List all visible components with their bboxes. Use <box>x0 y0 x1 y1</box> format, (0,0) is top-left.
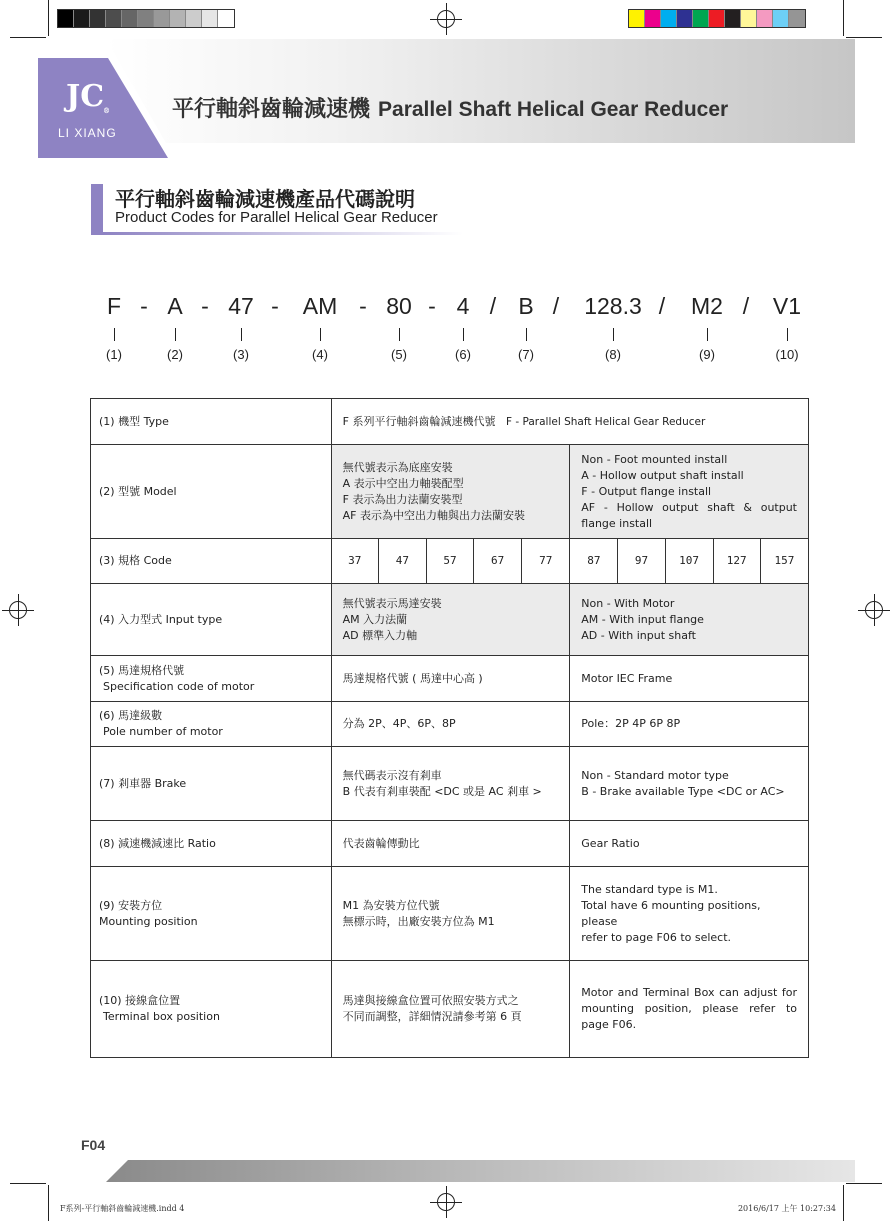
list-item: AM - With input flange <box>581 612 704 626</box>
color-swatch <box>186 10 202 27</box>
crop-mark <box>843 0 844 36</box>
process-color-bar <box>628 9 806 28</box>
code-cell: 157 <box>760 539 808 584</box>
row-label-brake: (7) 剎車器 Brake <box>91 747 332 821</box>
list-item: B - Brake available Type <DC or AC> <box>581 784 785 798</box>
list-item: AF 表示為中空出力軸與出力法蘭安裝 <box>342 508 526 522</box>
mounting-desc-en <box>570 867 809 961</box>
row-label-model: (2) 型號 Model <box>91 445 332 539</box>
code-separator: - <box>140 293 148 319</box>
li-xiang-logo-icon: JC ® <box>66 79 110 115</box>
code-separator: - <box>359 293 367 319</box>
table-row-mounting <box>91 867 809 961</box>
crop-mark <box>843 1185 844 1221</box>
color-swatch <box>741 10 757 27</box>
row-label-ratio: (8) 減速機減速比 Ratio <box>91 821 332 867</box>
registration-mark-icon <box>865 601 883 619</box>
table-row-type <box>91 399 809 445</box>
code-index-label: (2) <box>167 347 183 362</box>
table-row-terminal-box <box>91 961 809 1058</box>
color-swatch <box>106 10 122 27</box>
mounting-desc-zh <box>331 867 570 961</box>
registration-mark-icon <box>437 10 455 28</box>
header-title-zh: 平行軸斜齒輪減速機 <box>172 97 371 122</box>
code-segment: 47 <box>228 293 254 319</box>
header-title-en: Parallel Shaft Helical Gear Reducer <box>378 98 729 121</box>
logo-text: LI XIANG <box>58 126 117 140</box>
grayscale-color-bar <box>57 9 235 28</box>
row-label-input-type: (4) 入力型式 Input type <box>91 584 332 656</box>
color-swatch <box>757 10 773 27</box>
crop-mark <box>846 37 882 38</box>
code-segment: 80 <box>386 293 412 319</box>
color-swatch <box>154 10 170 27</box>
list-item: Non - Foot mounted install <box>581 452 728 466</box>
list-item: AD 標準入力軸 <box>342 628 418 642</box>
ratio-desc-en: Gear Ratio <box>570 821 809 867</box>
code-tick-mark <box>613 328 614 341</box>
crop-mark <box>10 37 46 38</box>
registration-mark-icon <box>437 1193 455 1211</box>
code-cell: 87 <box>570 539 618 584</box>
color-swatch <box>725 10 741 27</box>
crop-mark <box>10 1183 46 1184</box>
table-row-motor-spec <box>91 656 809 702</box>
code-tick-mark <box>399 328 400 341</box>
code-tick-mark <box>526 328 527 341</box>
row-label-motor-spec <box>91 656 332 702</box>
type-desc-zh: F 系列平行軸斜齒輪減速機代號 <box>342 414 496 428</box>
color-swatch <box>218 10 234 27</box>
code-index-label: (8) <box>605 347 621 362</box>
crop-mark <box>846 1183 882 1184</box>
header-banner <box>106 39 855 143</box>
footer-bar <box>106 1160 855 1182</box>
row-label-type: (1) 機型 Type <box>91 399 332 445</box>
list-item: 無代號表示為底座安裝 <box>342 460 453 474</box>
color-swatch <box>58 10 74 27</box>
section-accent-bar <box>91 184 103 235</box>
code-cell: 67 <box>474 539 522 584</box>
code-segment: 4 <box>456 293 470 319</box>
code-segment: M2 <box>691 293 723 319</box>
color-swatch <box>74 10 90 27</box>
color-swatch <box>789 10 805 27</box>
color-swatch <box>709 10 725 27</box>
list-item: AM 入力法蘭 <box>342 612 408 626</box>
label-zh: (9) 安裝方位 <box>99 898 163 912</box>
code-segment: V1 <box>772 293 802 319</box>
code-segment: A <box>167 293 183 319</box>
label-zh: (5) 馬達規格代號 <box>99 663 185 677</box>
model-desc-zh <box>331 445 570 539</box>
code-separator: / <box>658 293 666 319</box>
code-index-label: (4) <box>312 347 328 362</box>
code-tick-mark <box>320 328 321 341</box>
code-tick-mark <box>787 328 788 341</box>
code-separator: - <box>271 293 279 319</box>
code-index-label: (9) <box>699 347 715 362</box>
code-cell: 57 <box>426 539 473 584</box>
list-item: The standard type is M1. <box>581 882 718 896</box>
table-row-ratio <box>91 821 809 867</box>
row-label-code: (3) 規格 Code <box>91 539 332 584</box>
label-zh: (10) 接線盒位置 <box>99 994 181 1007</box>
table-row-input-type <box>91 584 809 656</box>
code-cell: 97 <box>618 539 665 584</box>
code-cell: 127 <box>713 539 760 584</box>
code-cell: 37 <box>331 539 378 584</box>
motor-spec-desc-zh: 馬達規格代號 ( 馬達中心高 ) <box>331 656 570 702</box>
code-segment: AM <box>302 293 338 319</box>
code-separator: - <box>428 293 436 319</box>
input-type-desc-zh <box>331 584 570 656</box>
pole-desc-zh: 分為 2P、4P、6P、8P <box>331 702 570 747</box>
color-swatch <box>170 10 186 27</box>
code-cell: 77 <box>522 539 570 584</box>
pole-desc-en: Pole：2P 4P 6P 8P <box>570 702 809 747</box>
list-item: refer to page F06 to select. <box>581 930 732 944</box>
code-tick-mark <box>175 328 176 341</box>
color-swatch <box>773 10 789 27</box>
color-swatch <box>90 10 106 27</box>
row-label-pole <box>91 702 332 747</box>
ratio-desc-zh: 代表齒輪傳動比 <box>331 821 570 867</box>
code-index-label: (7) <box>518 347 534 362</box>
code-index-label: (5) <box>391 347 407 362</box>
label-en: Mounting position <box>99 914 198 928</box>
list-item: B 代表有剎車裝配 <DC 或是 AC 剎車 > <box>342 784 542 798</box>
color-swatch <box>693 10 709 27</box>
product-code-table <box>90 398 809 1058</box>
code-tick-mark <box>114 328 115 341</box>
type-description <box>331 399 808 445</box>
list-item: Non - Standard motor type <box>581 768 729 782</box>
color-swatch <box>661 10 677 27</box>
code-tick-mark <box>241 328 242 341</box>
table-row-pole <box>91 702 809 747</box>
list-item: 不同而調整，詳細情況請參考第 6 頁 <box>342 1010 522 1023</box>
terminal-box-desc-zh <box>331 961 570 1058</box>
input-type-desc-en <box>570 584 809 656</box>
code-separator: / <box>489 293 497 319</box>
code-index-label: (10) <box>775 347 799 362</box>
code-separator: / <box>742 293 750 319</box>
section-title-en: Product Codes for Parallel Helical Gear Reducer <box>115 209 438 226</box>
list-item: AD - With input shaft <box>581 628 696 642</box>
table-row-brake <box>91 747 809 821</box>
table-row-model <box>91 445 809 539</box>
label-zh: (6) 馬達級數 <box>99 709 163 722</box>
list-item: 無代碼表示沒有剎車 <box>342 768 442 782</box>
code-separator: - <box>201 293 209 319</box>
color-swatch <box>122 10 138 27</box>
list-item: AF - Hollow output shaft & output flange install <box>581 500 797 530</box>
code-index-label: (3) <box>233 347 249 362</box>
list-item: 無代號表示馬達安裝 <box>342 596 442 610</box>
row-label-terminal-box <box>91 961 332 1058</box>
list-item: Non - With Motor <box>581 596 675 610</box>
list-item: F 表示為出力法蘭安裝型 <box>342 492 463 506</box>
code-index-label: (1) <box>106 347 122 362</box>
label-en: Terminal box position <box>103 1010 220 1023</box>
code-tick-mark <box>707 328 708 341</box>
brake-desc-en <box>570 747 809 821</box>
header-title <box>172 92 728 123</box>
print-slug-timestamp: 2016/6/17 上午 10:27:34 <box>737 1204 836 1213</box>
color-swatch <box>629 10 645 27</box>
code-cell: 47 <box>378 539 426 584</box>
row-label-mounting <box>91 867 332 961</box>
crop-mark <box>48 0 49 36</box>
crop-mark <box>48 1185 49 1221</box>
terminal-box-desc-en: Motor and Terminal Box can adjust for mounting position, please refer to page F06. <box>570 961 809 1058</box>
code-cell: 107 <box>665 539 713 584</box>
code-segment: 128.3 <box>584 293 642 319</box>
code-segment: B <box>518 293 534 319</box>
table-row-code <box>91 539 809 584</box>
label-en: Specification code of motor <box>103 679 255 693</box>
list-item: 馬達與接線盒位置可依照安裝方式之 <box>342 994 519 1007</box>
color-swatch <box>677 10 693 27</box>
label-en: Pole number of motor <box>103 725 223 738</box>
model-desc-en <box>570 445 809 539</box>
type-desc-en: F - Parallel Shaft Helical Gear Reducer <box>505 415 706 428</box>
code-separator: / <box>552 293 560 319</box>
motor-spec-desc-en: Motor IEC Frame <box>570 656 809 702</box>
page-number: F04 <box>81 1137 106 1153</box>
color-swatch <box>645 10 661 27</box>
list-item: M1 為安裝方位代號 <box>342 898 440 912</box>
print-slug-filename: F系列-平行軸斜齒輪減速機.indd 4 <box>60 1204 185 1213</box>
color-swatch <box>202 10 218 27</box>
list-item: A 表示中空出力軸裝配型 <box>342 476 464 490</box>
list-item: F - Output flange install <box>581 484 712 498</box>
registration-mark-icon <box>9 601 27 619</box>
code-index-label: (6) <box>455 347 471 362</box>
list-item: Total have 6 mounting positions, please <box>581 898 761 928</box>
list-item: 無標示時，出廠安裝方位為 M1 <box>342 914 495 928</box>
list-item: A - Hollow output shaft install <box>581 468 744 482</box>
color-swatch <box>138 10 154 27</box>
brake-desc-zh <box>331 747 570 821</box>
code-segment: F <box>106 293 122 319</box>
code-tick-mark <box>463 328 464 341</box>
section-title-zh: 平行軸斜齒輪減速機產品代碼說明 <box>115 187 415 211</box>
section-underline <box>103 232 463 235</box>
